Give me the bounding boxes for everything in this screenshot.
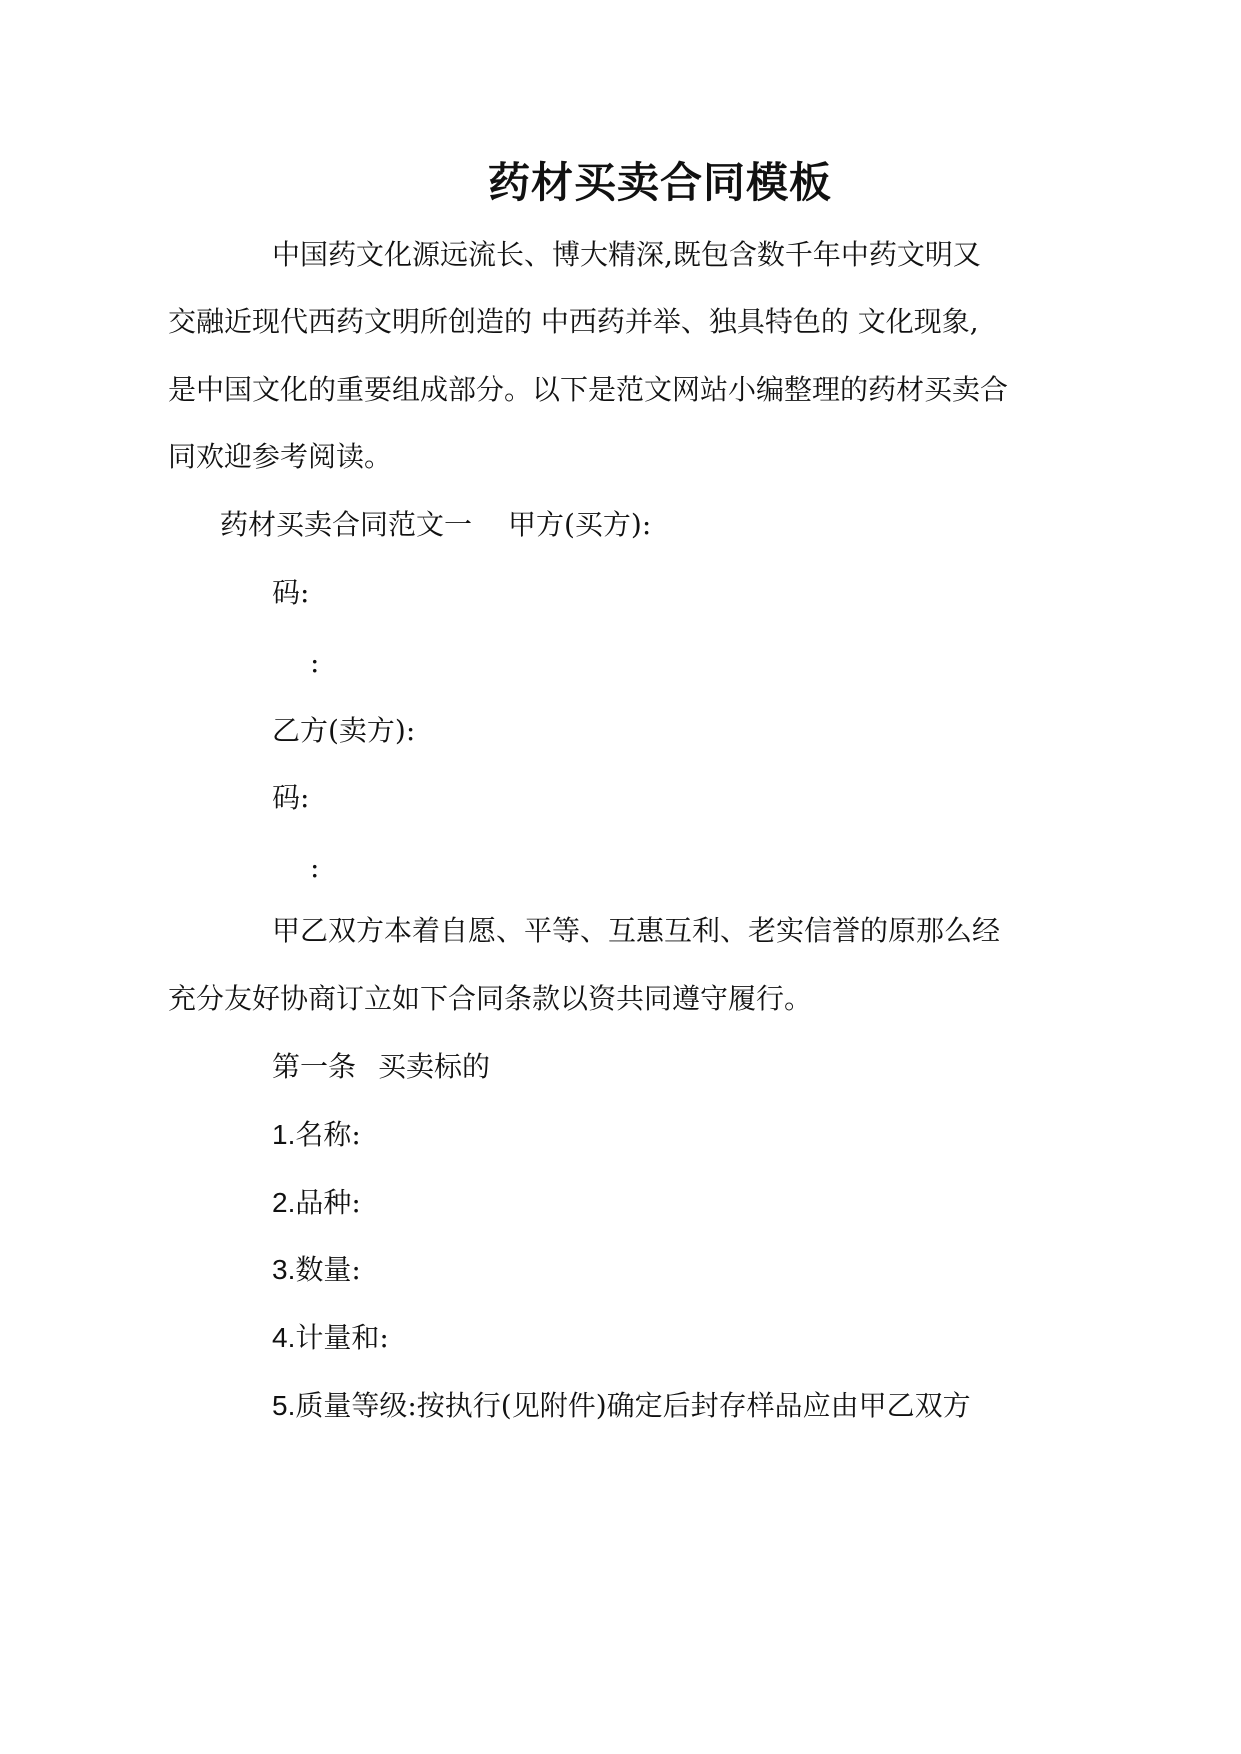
article-1-item [272,1115,361,1155]
party-b-label: 乙方(卖方): [272,714,416,747]
agreement-line-2: 充分友好协商订立如下合同条款以资共同遵守履行。 [168,982,813,1015]
article-1-number: 第一条 [272,1050,357,1083]
item-text: 计量和: [295,1321,389,1354]
party-a-label: 甲方(买方): [508,508,652,541]
item-number: 1. [272,1119,296,1150]
article-1-title: 买卖标的 [378,1050,491,1083]
party-b-code-label: 码: [272,781,310,814]
party-a-code-label: 码: [272,576,310,609]
intro-line-2: 交融近现代西药文明所创造的 中西药并举、独具特色的 文化现象, [168,305,979,338]
party-a-colon: : [310,646,320,679]
article-1-item [272,1250,361,1290]
item-text: 名称: [295,1118,361,1151]
item-number: 3. [272,1254,296,1285]
item-text: 品种: [295,1186,361,1219]
item-text: 质量等级:按执行(见附件)确定后封存样品应由甲乙双方 [295,1389,971,1422]
article-1-item [272,1386,971,1426]
intro-line-1: 中国药文化源远流长、博大精深,既包含数千年中药文明又 [272,238,981,271]
document-title: 药材买卖合同模板 [487,158,832,207]
article-1-item [272,1318,389,1358]
party-b-colon: : [310,851,320,884]
intro-line-4: 同欢迎参考阅读。 [168,440,393,473]
agreement-line-1: 甲乙双方本着自愿、平等、互惠互利、老实信誉的原那么经 [272,914,1001,947]
item-number: 4. [272,1322,296,1353]
item-number: 2. [272,1187,296,1218]
intro-line-3: 是中国文化的重要组成部分。以下是范文网站小编整理的药材买卖合 [168,373,1009,406]
section-heading: 药材买卖合同范文一 [220,508,473,541]
item-text: 数量: [295,1253,361,1286]
item-number: 5. [272,1390,296,1421]
article-1-item [272,1183,361,1223]
